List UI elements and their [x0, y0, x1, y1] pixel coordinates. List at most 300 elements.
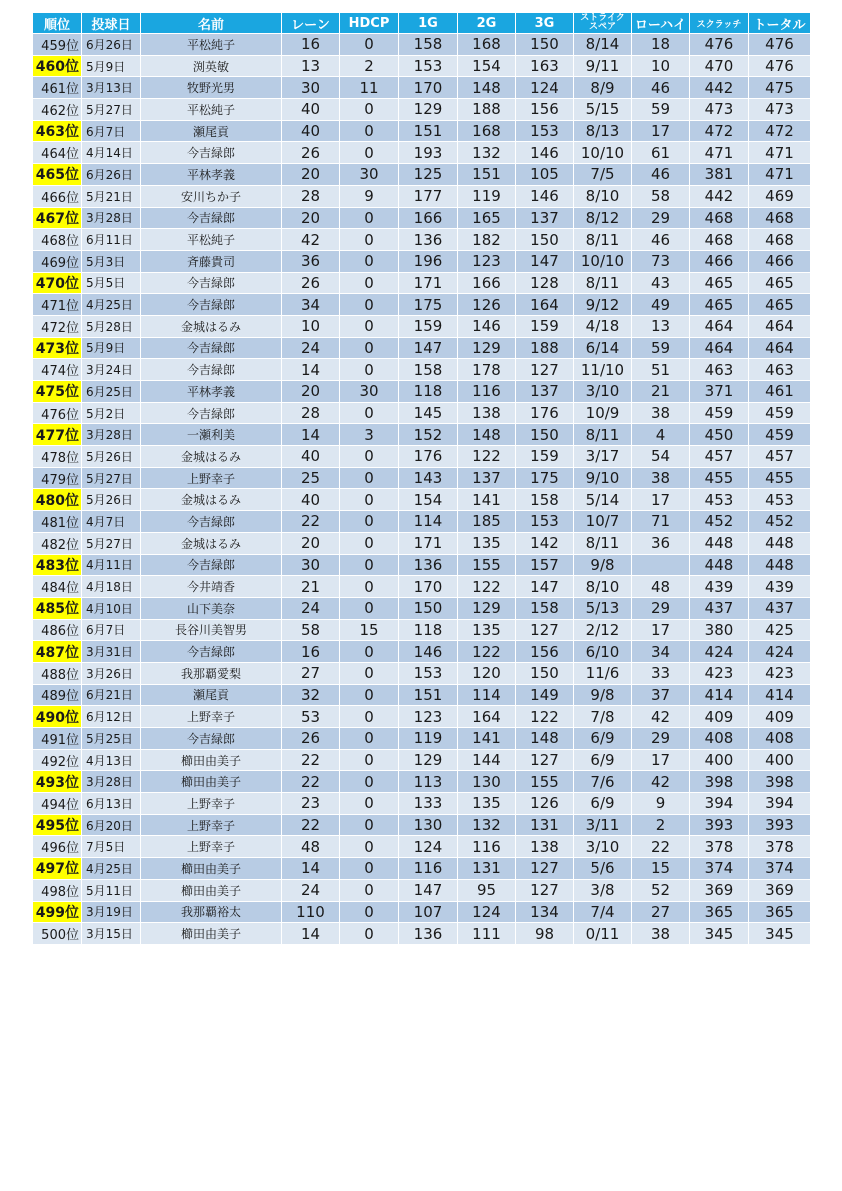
scratch-cell: 464	[690, 337, 749, 359]
game1-cell: 152	[399, 424, 458, 446]
hdcp-cell: 0	[340, 272, 399, 294]
game3-cell: 150	[516, 229, 574, 251]
strike-spare-cell: 8/14	[574, 34, 632, 56]
date-cell: 6月26日	[82, 164, 141, 186]
low-high-cell: 52	[632, 879, 690, 901]
total-cell: 455	[749, 467, 811, 489]
game3-cell: 176	[516, 402, 574, 424]
date-cell: 4月18日	[82, 576, 141, 598]
strike-spare-cell: 3/17	[574, 446, 632, 468]
game1-cell: 118	[399, 381, 458, 403]
table-row	[33, 879, 811, 901]
table-row	[33, 34, 811, 56]
rank-cell: 471位	[33, 294, 82, 316]
strike-spare-cell: 8/10	[574, 576, 632, 598]
rank-cell: 491位	[33, 728, 82, 750]
name-cell: 今吉緑郎	[141, 402, 282, 424]
lane-cell: 16	[282, 34, 340, 56]
scratch-cell: 468	[690, 229, 749, 251]
strike-spare-cell: 8/9	[574, 77, 632, 99]
low-high-cell: 17	[632, 120, 690, 142]
table-row	[33, 99, 811, 121]
hdcp-cell: 0	[340, 337, 399, 359]
lane-cell: 30	[282, 77, 340, 99]
rank-cell: 494位	[33, 793, 82, 815]
rank-cell: 474位	[33, 359, 82, 381]
total-cell: 369	[749, 879, 811, 901]
hdcp-cell: 0	[340, 294, 399, 316]
table-row	[33, 728, 811, 750]
lane-cell: 22	[282, 814, 340, 836]
low-high-cell: 29	[632, 597, 690, 619]
game2-cell: 124	[458, 901, 516, 923]
hdcp-cell: 0	[340, 315, 399, 337]
strike-spare-cell: 3/10	[574, 836, 632, 858]
total-cell: 374	[749, 858, 811, 880]
total-cell: 425	[749, 619, 811, 641]
scratch-cell: 374	[690, 858, 749, 880]
name-cell: 上野幸子	[141, 836, 282, 858]
lane-cell: 32	[282, 684, 340, 706]
table-row	[33, 749, 811, 771]
hdcp-cell: 0	[340, 467, 399, 489]
low-high-cell: 29	[632, 728, 690, 750]
game2-cell: 148	[458, 77, 516, 99]
name-cell: 今吉緑郎	[141, 294, 282, 316]
scratch-cell: 448	[690, 554, 749, 576]
lane-cell: 40	[282, 99, 340, 121]
hdcp-cell: 11	[340, 77, 399, 99]
game2-cell: 144	[458, 749, 516, 771]
game1-cell: 171	[399, 532, 458, 554]
strike-spare-cell: 10/9	[574, 402, 632, 424]
scratch-cell: 442	[690, 77, 749, 99]
table-row	[33, 424, 811, 446]
name-cell: 櫛田由美子	[141, 771, 282, 793]
header-game1: 1G	[399, 13, 458, 34]
game3-cell: 157	[516, 554, 574, 576]
hdcp-cell: 0	[340, 771, 399, 793]
strike-spare-cell: 8/11	[574, 424, 632, 446]
game1-cell: 175	[399, 294, 458, 316]
rank-cell: 467位	[33, 207, 82, 229]
table-row	[33, 858, 811, 880]
game3-cell: 188	[516, 337, 574, 359]
scratch-cell: 459	[690, 402, 749, 424]
name-cell: 今吉緑郎	[141, 359, 282, 381]
strike-spare-cell: 9/8	[574, 554, 632, 576]
table-row	[33, 229, 811, 251]
total-cell: 476	[749, 34, 811, 56]
low-high-cell: 42	[632, 771, 690, 793]
name-cell: 今吉緑郎	[141, 142, 282, 164]
name-cell: 今井靖香	[141, 576, 282, 598]
game1-cell: 176	[399, 446, 458, 468]
hdcp-cell: 0	[340, 402, 399, 424]
game2-cell: 188	[458, 99, 516, 121]
date-cell: 6月7日	[82, 120, 141, 142]
game1-cell: 123	[399, 706, 458, 728]
game2-cell: 122	[458, 446, 516, 468]
hdcp-cell: 0	[340, 532, 399, 554]
game2-cell: 164	[458, 706, 516, 728]
strike-spare-cell: 8/10	[574, 185, 632, 207]
game3-cell: 127	[516, 749, 574, 771]
game1-cell: 150	[399, 597, 458, 619]
low-high-cell: 33	[632, 662, 690, 684]
game1-cell: 114	[399, 511, 458, 533]
hdcp-cell: 3	[340, 424, 399, 446]
game1-cell: 177	[399, 185, 458, 207]
name-cell: 上野幸子	[141, 706, 282, 728]
rank-cell: 476位	[33, 402, 82, 424]
game2-cell: 116	[458, 836, 516, 858]
date-cell: 3月19日	[82, 901, 141, 923]
game1-cell: 119	[399, 728, 458, 750]
lane-cell: 26	[282, 272, 340, 294]
table-row	[33, 337, 811, 359]
date-cell: 5月27日	[82, 467, 141, 489]
total-cell: 408	[749, 728, 811, 750]
rank-cell: 483位	[33, 554, 82, 576]
rank-cell: 487位	[33, 641, 82, 663]
low-high-cell: 36	[632, 532, 690, 554]
low-high-cell: 17	[632, 619, 690, 641]
date-cell: 6月21日	[82, 684, 141, 706]
lane-cell: 40	[282, 489, 340, 511]
game2-cell: 151	[458, 164, 516, 186]
date-cell: 3月26日	[82, 662, 141, 684]
name-cell: 上野幸子	[141, 814, 282, 836]
scratch-cell: 378	[690, 836, 749, 858]
lane-cell: 30	[282, 554, 340, 576]
low-high-cell: 18	[632, 34, 690, 56]
strike-spare-cell: 4/18	[574, 315, 632, 337]
hdcp-cell: 15	[340, 619, 399, 641]
low-high-cell: 27	[632, 901, 690, 923]
header-rank: 順位	[33, 13, 82, 34]
header-total: トータル	[749, 13, 811, 34]
scratch-cell: 457	[690, 446, 749, 468]
game2-cell: 111	[458, 923, 516, 945]
total-cell: 452	[749, 511, 811, 533]
rank-cell: 499位	[33, 901, 82, 923]
low-high-cell: 2	[632, 814, 690, 836]
hdcp-cell: 0	[340, 511, 399, 533]
rank-cell: 482位	[33, 532, 82, 554]
scratch-cell: 414	[690, 684, 749, 706]
table-row	[33, 142, 811, 164]
hdcp-cell: 0	[340, 814, 399, 836]
total-cell: 393	[749, 814, 811, 836]
game1-cell: 159	[399, 315, 458, 337]
rank-cell: 460位	[33, 55, 82, 77]
game3-cell: 159	[516, 446, 574, 468]
hdcp-cell: 0	[340, 576, 399, 598]
name-cell: 平松純子	[141, 99, 282, 121]
game1-cell: 146	[399, 641, 458, 663]
hdcp-cell: 0	[340, 923, 399, 945]
date-cell: 4月25日	[82, 858, 141, 880]
game1-cell: 130	[399, 814, 458, 836]
lane-cell: 14	[282, 923, 340, 945]
low-high-cell: 34	[632, 641, 690, 663]
strike-spare-cell: 5/13	[574, 597, 632, 619]
low-high-cell: 10	[632, 55, 690, 77]
name-cell: 金城はるみ	[141, 489, 282, 511]
table-row	[33, 597, 811, 619]
table-row	[33, 706, 811, 728]
lane-cell: 20	[282, 207, 340, 229]
game2-cell: 114	[458, 684, 516, 706]
table-row	[33, 771, 811, 793]
scratch-cell: 450	[690, 424, 749, 446]
game1-cell: 154	[399, 489, 458, 511]
game1-cell: 171	[399, 272, 458, 294]
strike-spare-cell: 3/8	[574, 879, 632, 901]
game2-cell: 154	[458, 55, 516, 77]
game3-cell: 127	[516, 619, 574, 641]
rank-cell: 489位	[33, 684, 82, 706]
strike-spare-cell: 9/10	[574, 467, 632, 489]
low-high-cell: 46	[632, 77, 690, 99]
date-cell: 5月5日	[82, 272, 141, 294]
table-row	[33, 836, 811, 858]
header-row	[33, 13, 811, 34]
game1-cell: 151	[399, 120, 458, 142]
game1-cell: 136	[399, 229, 458, 251]
game1-cell: 129	[399, 749, 458, 771]
game2-cell: 135	[458, 532, 516, 554]
low-high-cell: 46	[632, 229, 690, 251]
date-cell: 6月7日	[82, 619, 141, 641]
name-cell: 我那覇愛梨	[141, 662, 282, 684]
game1-cell: 151	[399, 684, 458, 706]
strike-spare-cell: 5/14	[574, 489, 632, 511]
scratch-cell: 465	[690, 294, 749, 316]
game3-cell: 164	[516, 294, 574, 316]
low-high-cell: 38	[632, 467, 690, 489]
table-row	[33, 315, 811, 337]
total-cell: 471	[749, 142, 811, 164]
header-name: 名前	[141, 13, 282, 34]
name-cell: 渕英敏	[141, 55, 282, 77]
strike-spare-cell: 7/4	[574, 901, 632, 923]
total-cell: 394	[749, 793, 811, 815]
low-high-cell: 59	[632, 337, 690, 359]
game1-cell: 166	[399, 207, 458, 229]
date-cell: 6月11日	[82, 229, 141, 251]
rank-cell: 469位	[33, 250, 82, 272]
hdcp-cell: 0	[340, 207, 399, 229]
game1-cell: 147	[399, 879, 458, 901]
scratch-cell: 423	[690, 662, 749, 684]
hdcp-cell: 0	[340, 662, 399, 684]
name-cell: 牧野光男	[141, 77, 282, 99]
lane-cell: 16	[282, 641, 340, 663]
rank-cell: 470位	[33, 272, 82, 294]
rank-cell: 497位	[33, 858, 82, 880]
lane-cell: 24	[282, 337, 340, 359]
game3-cell: 105	[516, 164, 574, 186]
game3-cell: 147	[516, 576, 574, 598]
scratch-cell: 393	[690, 814, 749, 836]
game2-cell: 146	[458, 315, 516, 337]
rank-cell: 484位	[33, 576, 82, 598]
total-cell: 468	[749, 207, 811, 229]
game2-cell: 120	[458, 662, 516, 684]
name-cell: 瀬尾貢	[141, 684, 282, 706]
scratch-cell: 439	[690, 576, 749, 598]
scratch-cell: 408	[690, 728, 749, 750]
date-cell: 3月15日	[82, 923, 141, 945]
strike-spare-cell: 7/6	[574, 771, 632, 793]
game2-cell: 131	[458, 858, 516, 880]
hdcp-cell: 0	[340, 120, 399, 142]
game3-cell: 122	[516, 706, 574, 728]
table-row	[33, 446, 811, 468]
scratch-cell: 471	[690, 142, 749, 164]
date-cell: 5月25日	[82, 728, 141, 750]
header-low-high: ローハイ	[632, 13, 690, 34]
game3-cell: 158	[516, 597, 574, 619]
date-cell: 5月26日	[82, 446, 141, 468]
strike-spare-cell: 10/7	[574, 511, 632, 533]
rank-cell: 498位	[33, 879, 82, 901]
lane-cell: 14	[282, 858, 340, 880]
scratch-cell: 464	[690, 315, 749, 337]
hdcp-cell: 0	[340, 879, 399, 901]
game3-cell: 150	[516, 662, 574, 684]
rank-cell: 478位	[33, 446, 82, 468]
strike-spare-cell: 6/9	[574, 749, 632, 771]
rank-cell: 468位	[33, 229, 82, 251]
name-cell: 今吉緑郎	[141, 337, 282, 359]
strike-spare-cell: 8/11	[574, 229, 632, 251]
game2-cell: 182	[458, 229, 516, 251]
scratch-cell: 380	[690, 619, 749, 641]
strike-spare-cell: 9/11	[574, 55, 632, 77]
lane-cell: 14	[282, 359, 340, 381]
game3-cell: 127	[516, 858, 574, 880]
total-cell: 423	[749, 662, 811, 684]
game1-cell: 143	[399, 467, 458, 489]
total-cell: 463	[749, 359, 811, 381]
game1-cell: 125	[399, 164, 458, 186]
lane-cell: 28	[282, 402, 340, 424]
strike-spare-cell: 7/8	[574, 706, 632, 728]
low-high-cell: 22	[632, 836, 690, 858]
rank-cell: 462位	[33, 99, 82, 121]
rank-cell: 500位	[33, 923, 82, 945]
date-cell: 5月21日	[82, 185, 141, 207]
low-high-cell: 43	[632, 272, 690, 294]
total-cell: 414	[749, 684, 811, 706]
game3-cell: 175	[516, 467, 574, 489]
low-high-cell: 17	[632, 749, 690, 771]
game1-cell: 118	[399, 619, 458, 641]
table-row	[33, 814, 811, 836]
date-cell: 6月25日	[82, 381, 141, 403]
game3-cell: 156	[516, 99, 574, 121]
strike-spare-cell: 7/5	[574, 164, 632, 186]
total-cell: 459	[749, 424, 811, 446]
name-cell: 今吉緑郎	[141, 511, 282, 533]
rank-cell: 493位	[33, 771, 82, 793]
game2-cell: 122	[458, 641, 516, 663]
game3-cell: 124	[516, 77, 574, 99]
table-row	[33, 77, 811, 99]
game1-cell: 147	[399, 337, 458, 359]
total-cell: 448	[749, 554, 811, 576]
date-cell: 5月9日	[82, 55, 141, 77]
name-cell: 今吉緑郎	[141, 641, 282, 663]
scratch-cell: 468	[690, 207, 749, 229]
lane-cell: 23	[282, 793, 340, 815]
total-cell: 345	[749, 923, 811, 945]
strike-spare-cell: 10/10	[574, 142, 632, 164]
scratch-cell: 398	[690, 771, 749, 793]
header-hdcp: HDCP	[340, 13, 399, 34]
table-row	[33, 532, 811, 554]
name-cell: 平松純子	[141, 34, 282, 56]
total-cell: 398	[749, 771, 811, 793]
header-scratch: スクラッチ	[690, 13, 749, 34]
name-cell: 櫛田由美子	[141, 879, 282, 901]
scratch-cell: 365	[690, 901, 749, 923]
lane-cell: 21	[282, 576, 340, 598]
table-row	[33, 381, 811, 403]
game3-cell: 147	[516, 250, 574, 272]
name-cell: 櫛田由美子	[141, 749, 282, 771]
name-cell: 安川ちか子	[141, 185, 282, 207]
game3-cell: 127	[516, 359, 574, 381]
lane-cell: 20	[282, 532, 340, 554]
name-cell: 長谷川美智男	[141, 619, 282, 641]
total-cell: 473	[749, 99, 811, 121]
low-high-cell: 17	[632, 489, 690, 511]
scratch-cell: 465	[690, 272, 749, 294]
game1-cell: 158	[399, 34, 458, 56]
rank-cell: 472位	[33, 315, 82, 337]
lane-cell: 10	[282, 315, 340, 337]
low-high-cell: 15	[632, 858, 690, 880]
table-row	[33, 294, 811, 316]
date-cell: 6月26日	[82, 34, 141, 56]
rank-cell: 485位	[33, 597, 82, 619]
table-row	[33, 120, 811, 142]
total-cell: 471	[749, 164, 811, 186]
rank-cell: 492位	[33, 749, 82, 771]
total-cell: 468	[749, 229, 811, 251]
header-game2: 2G	[458, 13, 516, 34]
name-cell: 上野幸子	[141, 793, 282, 815]
total-cell: 400	[749, 749, 811, 771]
scratch-cell: 470	[690, 55, 749, 77]
game1-cell: 136	[399, 923, 458, 945]
total-cell: 465	[749, 294, 811, 316]
game2-cell: 116	[458, 381, 516, 403]
game1-cell: 133	[399, 793, 458, 815]
game2-cell: 141	[458, 489, 516, 511]
table-row	[33, 402, 811, 424]
game3-cell: 153	[516, 511, 574, 533]
low-high-cell: 21	[632, 381, 690, 403]
name-cell: 金城はるみ	[141, 532, 282, 554]
scratch-cell: 400	[690, 749, 749, 771]
rank-cell: 461位	[33, 77, 82, 99]
date-cell: 3月28日	[82, 207, 141, 229]
